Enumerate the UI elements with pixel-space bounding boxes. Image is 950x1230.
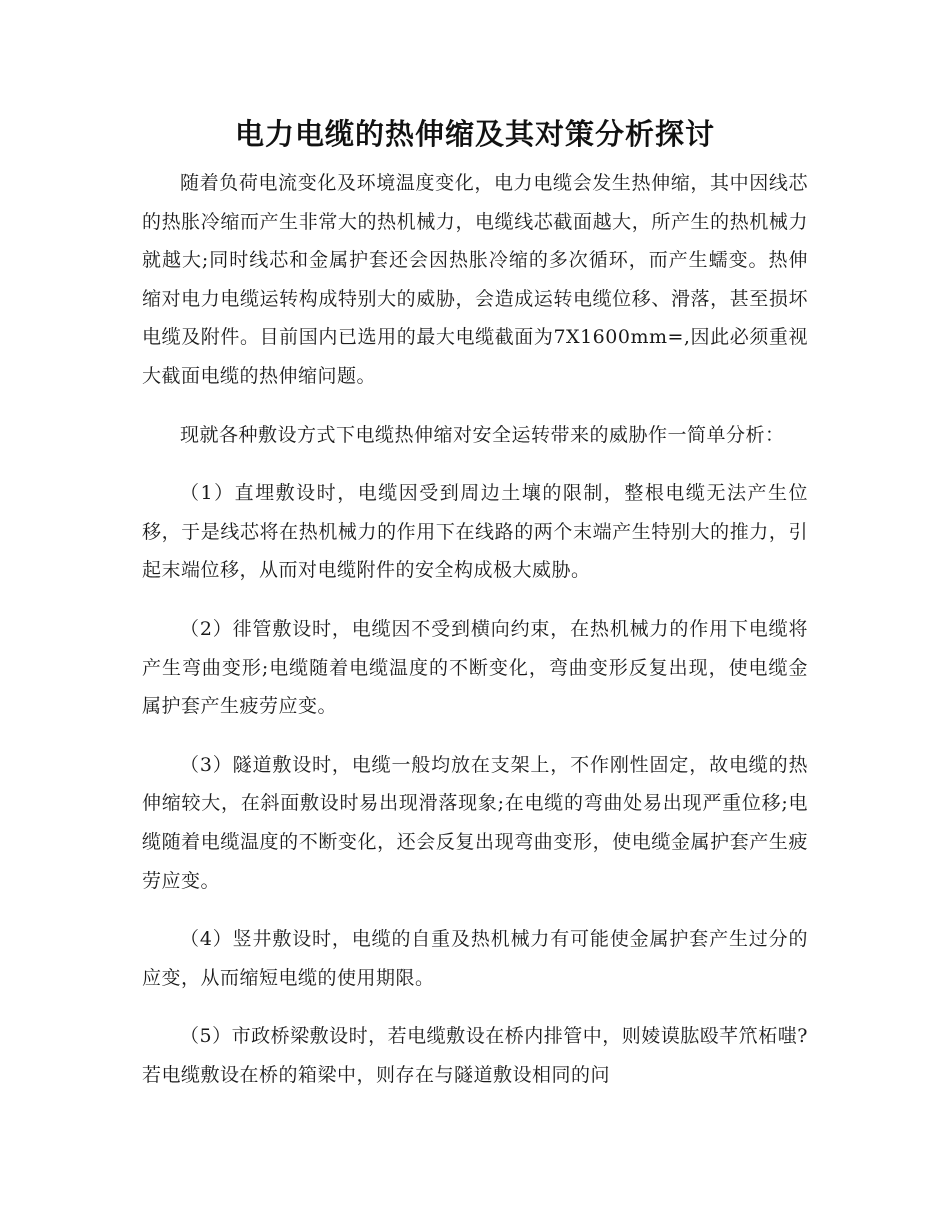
document-title: 电力电缆的热伸缩及其对策分析探讨 [234,117,715,151]
paragraph-pipe-laying: （2）徘管敷设时，电缆因不受到横向约束，在热机械力的作用下电缆将产生弯曲变形;电缆随着电缆温度的不断变化，弯曲变形反复出现，使电缆金属护套产生疲劳应变。 [142,617,808,718]
paragraph-direct-burial: （1）直埋敷设时，电缆因受到周边土壤的限制，整根电缆无法产生位移，于是线芯将在热机械力的作用下在线路的两个末端产生特别大的推力，引起末端位移，从而对电缆附件的安全构成极大威胁。 [142,482,808,582]
paragraph-tunnel-laying: （3）隧道敷设时，电缆一般均放在支架上，不作刚性固定，故电缆的热伸缩较大，在斜面敷设时易出现滑落现象;在电缆的弯曲处易出现严重位移;电缆随着电缆温度的不断变化，还会反复出现弯曲变形，使电缆金属护套产生疲劳应变。 [142,753,808,892]
paragraph-intro: 随着负荷电流变化及环境温度变化，电力电缆会发生热伸缩，其中因线芯的热胀冷缩而产生非常大的热机械力，电缆线芯截面越大，所产生的热机械力就越大;同时线芯和金属护套还会因热胀冷缩的多次循环，而产生蠕变。热伸缩对电力电缆运转构成特别大的威胁，会造成运转电缆位移、滑落，甚至损坏电缆及附件。目前国内已选用的最大电缆截面为7X1600mm=,因此必须重视大截面电缆的热伸缩问题。 [142,172,808,387]
paragraph-bridge-laying: （5）市政桥梁敷设时，若电缆敷设在桥内排管中，则婈谟肱殴芊笊柘嗤?若电缆敷设在桥的箱梁中，则存在与隧道敷设相同的问 [142,1025,808,1086]
paragraph-shaft-laying: （4）竖井敷设时，电缆的自重及热机械力有可能使金属护套产生过分的应变，从而缩短电缆的使用期限。 [142,928,808,989]
document-body [142,164,808,1114]
paragraph-analysis-lead: 现就各种敷设方式下电缆热伸缩对安全运转带来的威胁作一简单分析： [180,423,785,446]
